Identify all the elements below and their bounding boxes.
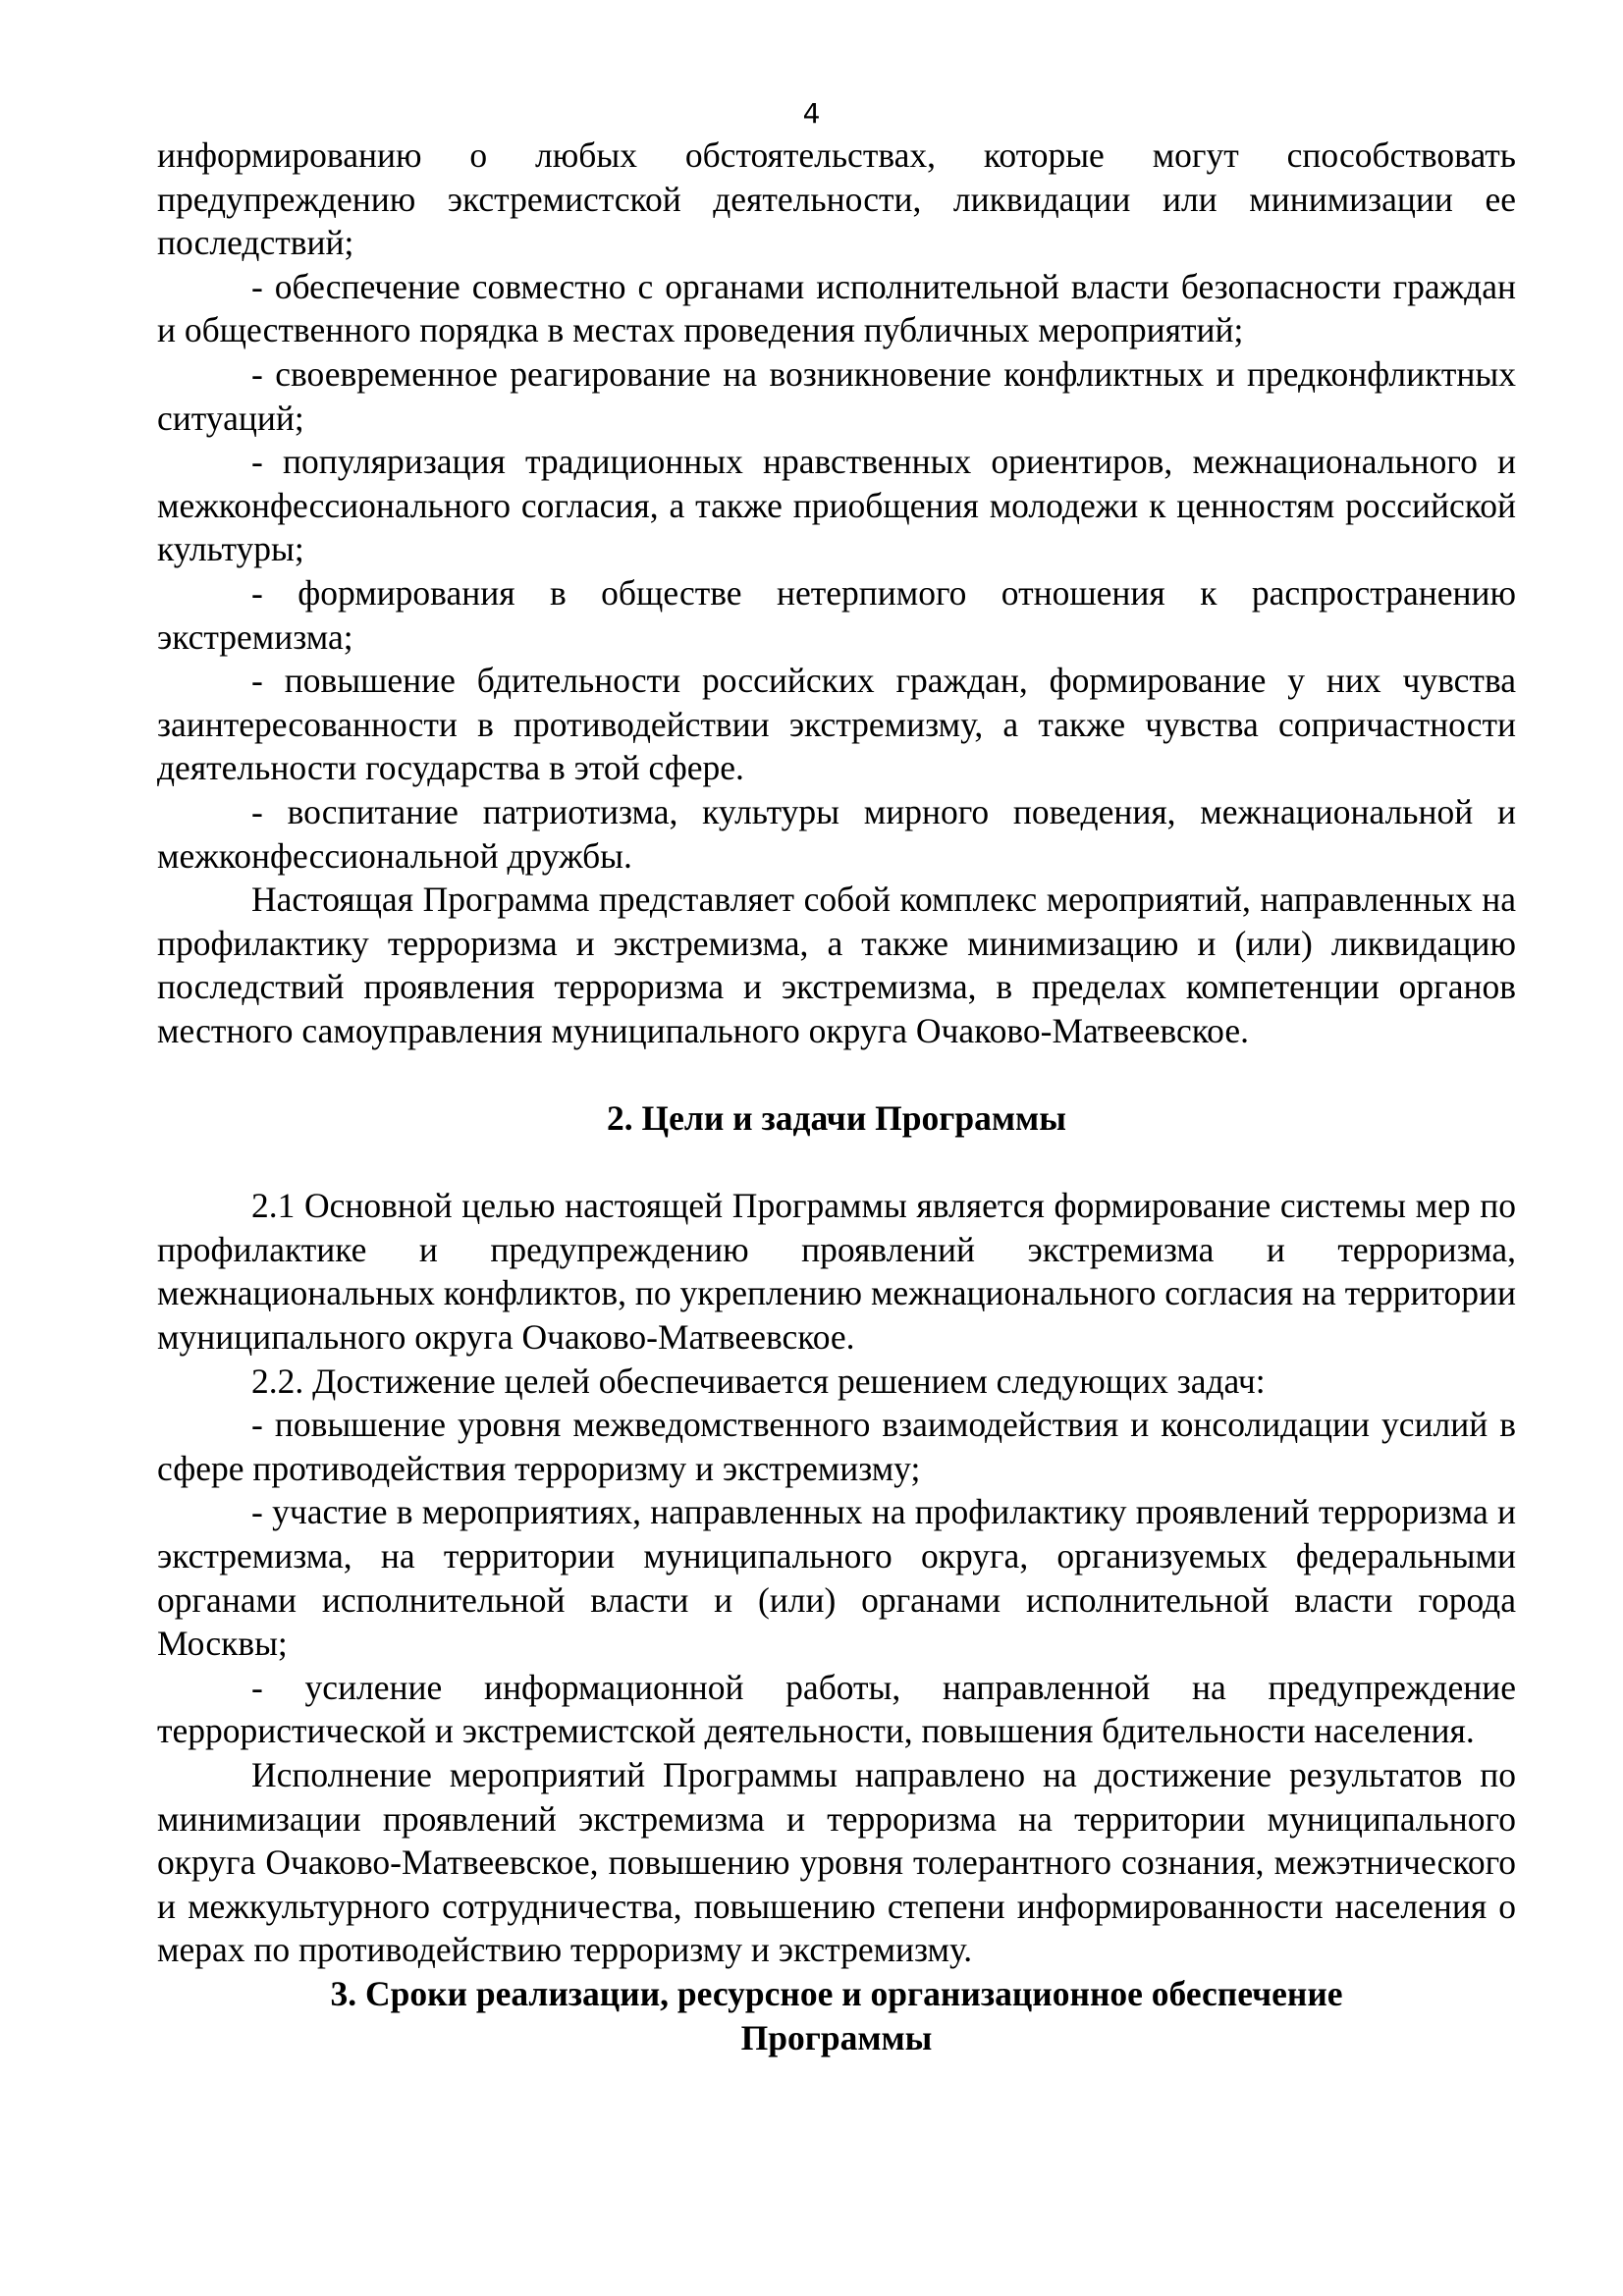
list-item-information-work: - усиление информационной работы, направленной на предупреждение террористической и экстремистской деятельности, повышения бдительности населения. [157, 1667, 1516, 1751]
paragraph-2-2: 2.2. Достижение целей обеспечивается решением следующих задач: [251, 1361, 1266, 1401]
paragraph-program-description: Настоящая Программа представляет собой комплекс мероприятий, направленных на профилактику терроризма и экстремизма, а также минимизацию и (или) ликвидацию последствий проявления терроризма и экстремизма, в пределах компетенции органов местного самоуправления муниципального округа Очаково-Матвеевское. [157, 880, 1516, 1050]
paragraph-program-results: Исполнение мероприятий Программы направлено на достижение результатов по минимизации проявлений экстремизма и терроризма на территории муниципального округа Очаково-Матвеевское, повышению уровня толерантного сознания, межэтнического и межкультурного сотрудничества, повышению степени информированности населения о мерах по противодействию терроризму и экстремизму. [157, 1754, 1516, 1970]
list-item-patriotism: - воспитание патриотизма, культуры мирного поведения, межнациональной и межконфессиональной дружбы. [157, 791, 1516, 876]
list-item-intolerance-to-extremism: - формирования в обществе нетерпимого отношения к распространению экстремизма; [157, 572, 1516, 657]
page-number: 4 [802, 97, 821, 130]
list-item-vigilance: - повышение бдительности российских граждан, формирование у них чувства заинтересованности в противодействии экстремизму, а также чувства сопричастности деятельности государства в этой сфере. [157, 661, 1516, 788]
section-heading-3-line-1: 3. Сроки реализации, ресурсное и организационное обеспечение [330, 1973, 1343, 2013]
list-item-public-safety: - обеспечение совместно с органами исполнительной власти безопасности граждан и общественного порядка в местах проведения публичных мероприятий; [157, 266, 1516, 350]
list-item-traditional-values: - популяризация традиционных нравственных ориентиров, межнационального и межконфессионального согласия, а также приобщения молодежи к ценностям российской культуры; [157, 442, 1516, 569]
list-item-conflict-response: - своевременное реагирование на возникновение конфликтных и предконфликтных ситуаций; [157, 353, 1516, 438]
paragraph-2-1: 2.1 Основной целью настоящей Программы является формирование системы мер по профилактике и предупреждению проявлений экстремизма и терроризма, межнациональных конфликтов, по укреплению межнационального согласия на территории муниципального округа Очаково-Матвеевское. [157, 1186, 1516, 1358]
paragraph-continuation: информированию о любых обстоятельствах, которые могут способствовать предупреждению экстремистской деятельности, ликвидации или минимизации ее последствий; [157, 135, 1516, 263]
section-heading-3 [157, 1972, 1516, 2059]
document-body [157, 133, 1516, 2059]
section-heading-2: 2. Цели и задачи Программы [607, 1098, 1066, 1139]
section-heading-3-line-2: Программы [740, 2017, 933, 2057]
list-item-participation: - участие в мероприятиях, направленных на профилактику проявлений терроризма и экстремизма, на территории муниципального округа, организуемых федеральными органами исполнительной власти и (или) органами исполнительной власти города Москвы; [157, 1492, 1516, 1664]
list-item-interagency: - повышение уровня межведомственного взаимодействия и консолидации усилий в сфере противодействия терроризму и экстремизму; [157, 1405, 1516, 1488]
